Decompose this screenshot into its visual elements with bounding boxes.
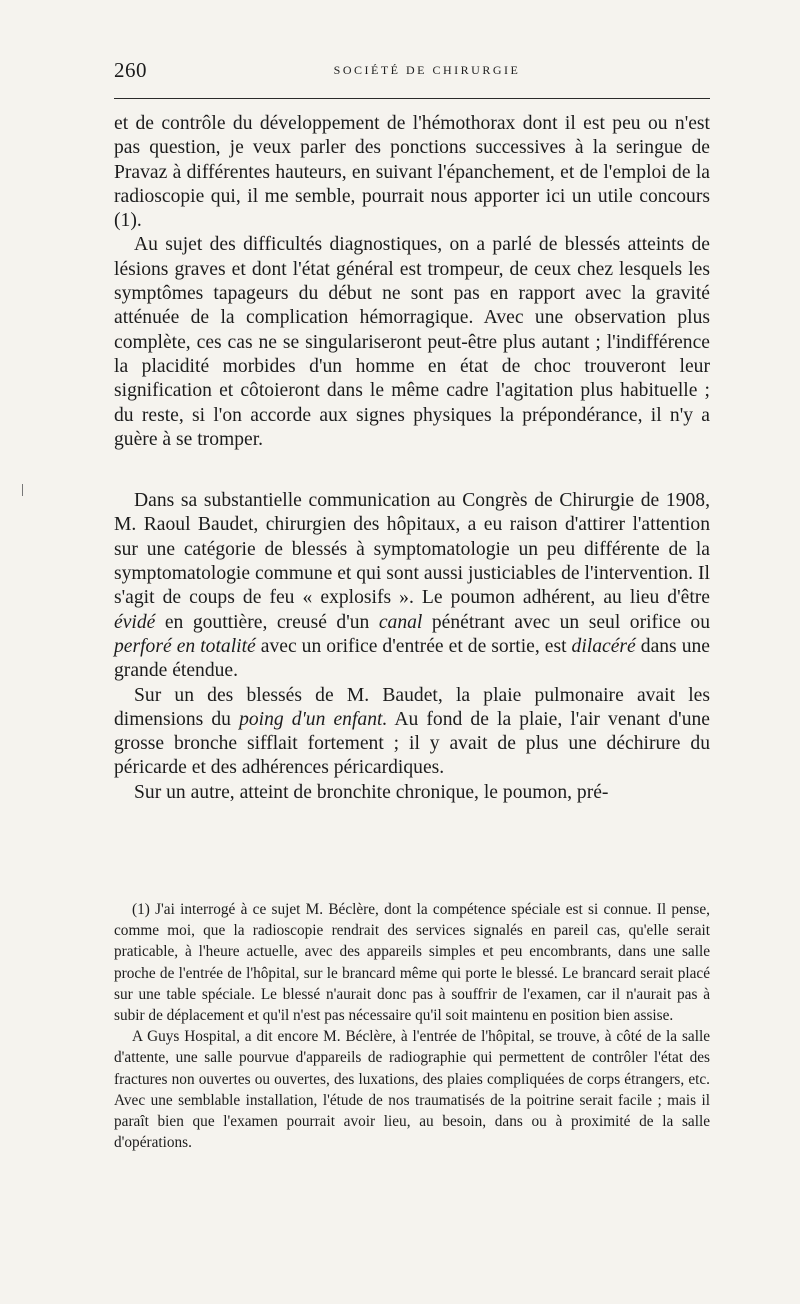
section-gap [114,452,710,489]
paragraph-3-italic-4: dilacéré [571,635,636,657]
running-title: SOCIÉTÉ DE CHIRURGIE [333,63,521,77]
footnote-1: (1) J'ai interrogé à ce sujet M. Béclère, dont la compétence spéciale est si connue. Il pense, comme moi, que la radioscopie rendrait des services signalés en pareil cas, qu'elle serait praticable, à l'heure actuelle, avec des appareils simples et peu encombrants, dans une salle proche de l'entrée de l'hôpital, sur le brancard même qui porte le blessé. Le brancard serait placé sur une table spéciale. Le blessé n'aurait donc pas à souffrir de l'examen, car il n'aurait pas à subir de déplacement et qu'il n'est pas nécessaire qu'il soit maintenu en position bien assise. [114,901,710,1025]
paragraph-3-text-3: pénétrant avec un seul orifice ou [422,611,710,633]
paragraph-3-text-2: en gouttière, creusé d'un [155,611,379,633]
header-rule [114,98,710,99]
paragraph-1: et de contrôle du développement de l'hémothorax dont il est peu ou n'est pas question, je veux parler des ponctions successives à la seringue de Pravaz à différentes hauteurs, en suivant l'épanchement, et de l'emploi de la radioscopie qui, il me semble, pourrait nous apporter ici un utile concours (1). [114,113,710,232]
paragraph-5: Sur un autre, atteint de bronchite chronique, le poumon, pré- [134,781,609,803]
paragraph-3-text-5: dans une grande étendue. [114,635,710,682]
paragraph-4 [114,684,710,781]
paragraph-3-italic-3: perforé en totalité [114,635,256,657]
paragraph-3-italic-1: évidé [114,611,156,633]
body-text [114,112,710,805]
paragraph-3-text-1: Dans sa substantielle communication au Congrès de Chirurgie de 1908, M. Raoul Baudet, chirurgien des hôpitaux, a eu raison d'attirer l'attention sur une catégorie de blessés à symptomatologie un peu différente de la symptomatologie commune et qui sont aussi justiciables de l'intervention. Il s'agit de coups de feu « explosifs ». Le poumon adhérent, au lieu d'être [114,490,710,609]
paragraph-4-text-2: Au fond de la plaie, l'air venant d'une grosse bronche sifflait fortement ; il y avait de plus une déchirure du péricarde et des adhérences péricardiques. [114,708,710,779]
page-header [114,58,710,88]
paragraph-2: Au sujet des difficultés diagnostiques, on a parlé de blessés atteints de lésions graves et dont l'état général est trompeur, de ceux chez lesquels les symptômes tapageurs du début ne sont pas en rapport avec la gravité atténuée de la complication hémorragique. Avec une observation plus complète, ces cas ne se singulariseront peut-être plus autant ; l'indifférence la placidité morbides d'un homme en état de choc trouveront leur signification et côtoieront dans le même cadre l'agitation plus habituelle ; du reste, si l'on accorde aux signes physiques la prépondérance, il n'y a guère à se tromper. [114,234,710,450]
page-number: 260 [114,58,147,82]
paragraph-4-italic-1: poing d'un enfant. [239,708,388,730]
footnotes [114,899,710,1153]
paragraph-3-text-4: avec un orifice d'entrée et de sortie, est [255,635,572,657]
paragraph-3-italic-2: canal [378,611,423,633]
footnote-1-continued: A Guys Hospital, a dit encore M. Béclère, à l'entrée de l'hôpital, se trouve, à côté de la salle d'attente, une salle pourvue d'appareils de radiographie qui permettent de contrôler l'état des fractures non ouvertes ou ouvertes, des luxations, des plaies compliquées de corps étrangers, etc. Avec une semblable installation, l'étude de nos traumatisés de la poitrine serait facile ; mais il paraît bien que l'examen pourrait avoir lieu, au besoin, dans ou à proximité de la salle d'opérations. [114,1028,710,1152]
margin-mark [22,484,23,496]
paragraph-3 [114,489,710,683]
paragraph-4-text-1: Sur un des blessés de M. Baudet, la plaie pulmonaire avait les dimensions du [114,684,710,730]
